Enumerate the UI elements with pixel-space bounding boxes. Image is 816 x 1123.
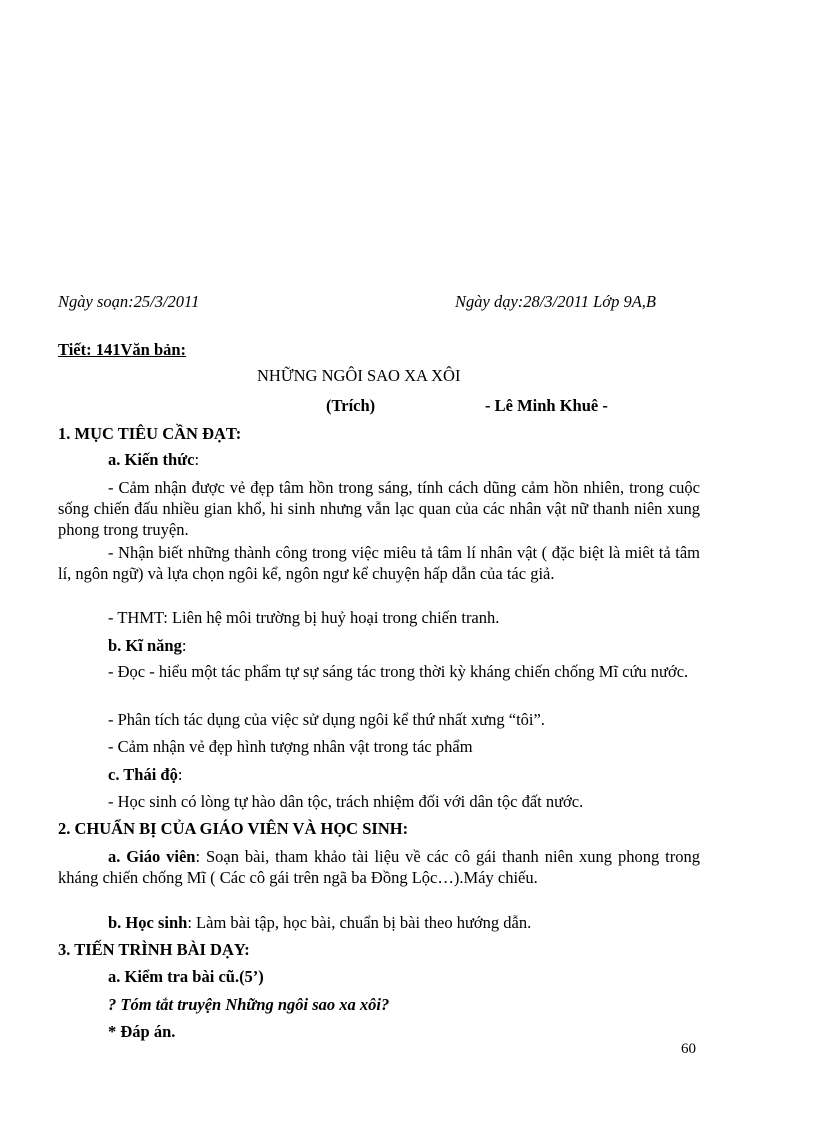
skills-label: b. Kĩ năng	[108, 636, 182, 655]
lesson-title: NHỮNG NGÔI SAO XA XÔI	[257, 366, 461, 385]
knowledge-colon: :	[194, 450, 200, 469]
student-text: : Làm bài tập, học bài, chuẩn bị bài theo hướng dẫn.	[187, 913, 532, 932]
review-heading: a. Kiểm tra bài cũ.(5’)	[108, 967, 264, 986]
excerpt-label: (Trích)	[326, 396, 376, 415]
skills-heading	[108, 636, 186, 656]
knowledge-item-2: - Nhận biết những thành công trong việc miêu tả tâm lí nhân vật ( đặc biệt là miêt tả tâm lí, ngôn ngữ) và lựa chọn ngôi kể, ngôn ngư kể chuyện hấp dẫn của tác giả.	[58, 543, 700, 583]
date-taught: Ngày dạy:28/3/2011 Lớp 9A,B	[455, 292, 656, 311]
knowledge-label: a. Kiến thức	[108, 450, 195, 469]
skills-item-1: - Đọc - hiểu một tác phẩm tự sự sáng tác trong thời kỳ kháng chiến chống Mĩ cứu nước.	[108, 662, 689, 681]
teacher-prep	[58, 846, 700, 888]
attitude-label: c. Thái độ	[108, 765, 178, 784]
page-number: 60	[681, 1041, 696, 1057]
teacher-text: : Soạn bài, tham khảo tài liệu về các cô gái thanh niên xung phong trong kháng chiến chống Mĩ ( Các cô gái trên ngã ba Đồng Lộc…).Máy chiếu.	[58, 847, 700, 887]
answer-label: * Đáp án.	[108, 1022, 176, 1041]
attitude-heading	[108, 765, 182, 785]
student-prep	[108, 913, 531, 933]
attitude-colon: :	[177, 765, 183, 784]
skills-colon: :	[181, 636, 187, 655]
skills-item-2: - Phân tích tác dụng của việc sử dụng ngôi kể thứ nhất xưng “tôi”.	[108, 710, 545, 729]
attitude-item-1: - Học sinh có lòng tự hào dân tộc, trách nhiệm đối với dân tộc đất nước.	[108, 792, 584, 811]
section1-heading: 1. MỤC TIÊU CẦN ĐẠT:	[58, 424, 242, 443]
knowledge-heading	[108, 450, 199, 470]
review-question: ? Tóm tắt truyện Những ngôi sao xa xôi?	[108, 995, 390, 1014]
section3-heading: 3. TIẾN TRÌNH BÀI DẠY:	[58, 940, 250, 959]
knowledge-item-3: - THMT: Liên hệ môi trường bị huỷ hoại trong chiến tranh.	[108, 608, 500, 627]
skills-item-3: - Cảm nhận vẻ đẹp hình tượng nhân vật trong tác phẩm	[108, 737, 473, 756]
teacher-label: a. Giáo viên	[108, 847, 196, 866]
author: - Lê Minh Khuê -	[485, 396, 608, 415]
knowledge-item-1: - Cảm nhận được vẻ đẹp tâm hồn trong sáng, tính cách dũng cảm hồn nhiên, trong cuộc sống chiến đấu nhiều gian khổ, hi sinh nhưng vẫn lạc quan của các nhân vật nữ thanh niên xung phong trong truyện.	[58, 478, 700, 539]
date-prepared: Ngày soạn:25/3/2011	[58, 292, 200, 311]
section2-heading: 2. CHUẨN BỊ CỦA GIÁO VIÊN VÀ HỌC SINH:	[58, 819, 409, 838]
student-label: b. Học sinh	[108, 913, 188, 932]
period-label: Tiết: 141Văn bản:	[58, 340, 187, 359]
